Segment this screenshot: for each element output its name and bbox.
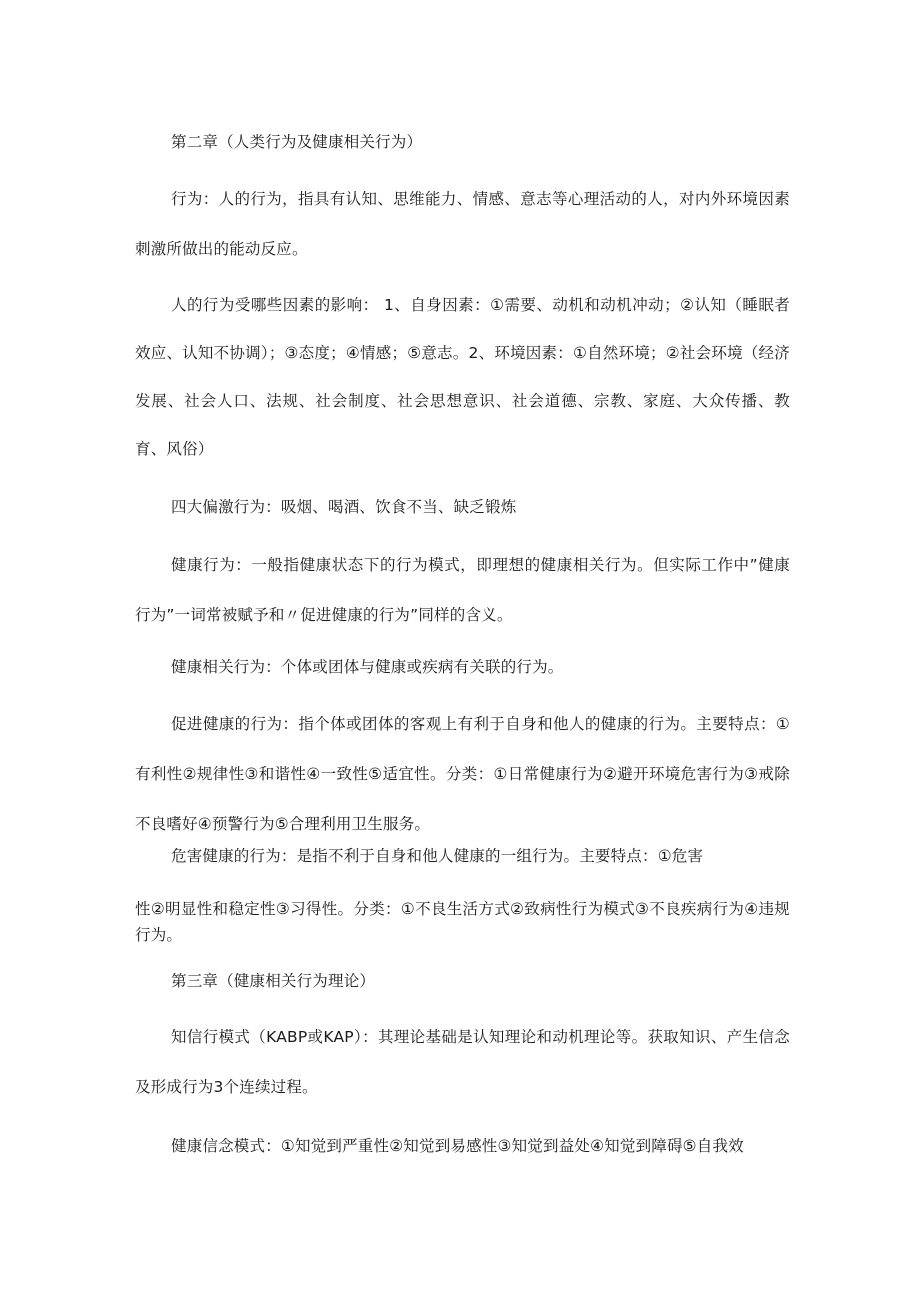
harmful-behavior-rest: 性②明显性和稳定性③习得性。分类：①不良生活方式②致病性行为模式③不良疾病行为④违规行为。: [135, 900, 790, 944]
harmful-behavior-paragraph: [135, 846, 790, 948]
harmful-behavior-first-line: 危害健康的行为：是指不利于自身和他人健康的一组行为。主要特点：①危害: [171, 847, 704, 865]
four-bad-behaviors-paragraph: 四大偏激行为：吸烟、喝酒、饮食不当、缺乏锻炼: [171, 498, 517, 516]
promoting-behavior-paragraph: 促进健康的行为：指个体或团体的客观上有利于自身和他人的健康的行为。主要特点：①有利性②规律性③和谐性④一致性⑤适宜性。分类：①日常健康行为②避开环境危害行为③戒除不良嗜好④预警行为⑤合理利用卫生服务。: [135, 715, 790, 833]
chapter-2-heading: 第二章（人类行为及健康相关行为）: [171, 133, 423, 151]
health-related-behavior-paragraph: 健康相关行为：个体或团体与健康或疾病有关联的行为。: [171, 658, 564, 676]
kabp-model-paragraph: 知信行模式（KABP或KAP）：其理论基础是认知理论和动机理论等。获取知识、产生信念及形成行为3个连续过程。: [135, 1028, 790, 1096]
influence-factors-paragraph: 人的行为受哪些因素的影响： 1、自身因素：①需要、动机和动机冲动；②认知（睡眠者效应、认知不协调）；③态度；④情感；⑤意志。2、环境因素：①自然环境；②社会环境（经济发展、社会人口、法规、社会制度、社会思想意识、社会道德、宗教、家庭、大众传播、教育、风俗）: [135, 296, 790, 458]
chapter-3-heading: 第三章（健康相关行为理论）: [171, 972, 376, 990]
behavior-definition-paragraph: 行为：人的行为，指具有认知、思维能力、情感、意志等心理活动的人，对内外环境因素刺激所做出的能动反应。: [135, 190, 790, 258]
health-belief-model-paragraph: 健康信念模式：①知觉到严重性②知觉到易感性③知觉到益处④知觉到障碍⑤自我效: [171, 1137, 744, 1155]
health-behavior-paragraph: 健康行为：一般指健康状态下的行为模式，即理想的健康相关行为。但实际工作中”健康行为”一词常被赋予和〃促进健康的行为”同样的含义。: [135, 556, 790, 624]
